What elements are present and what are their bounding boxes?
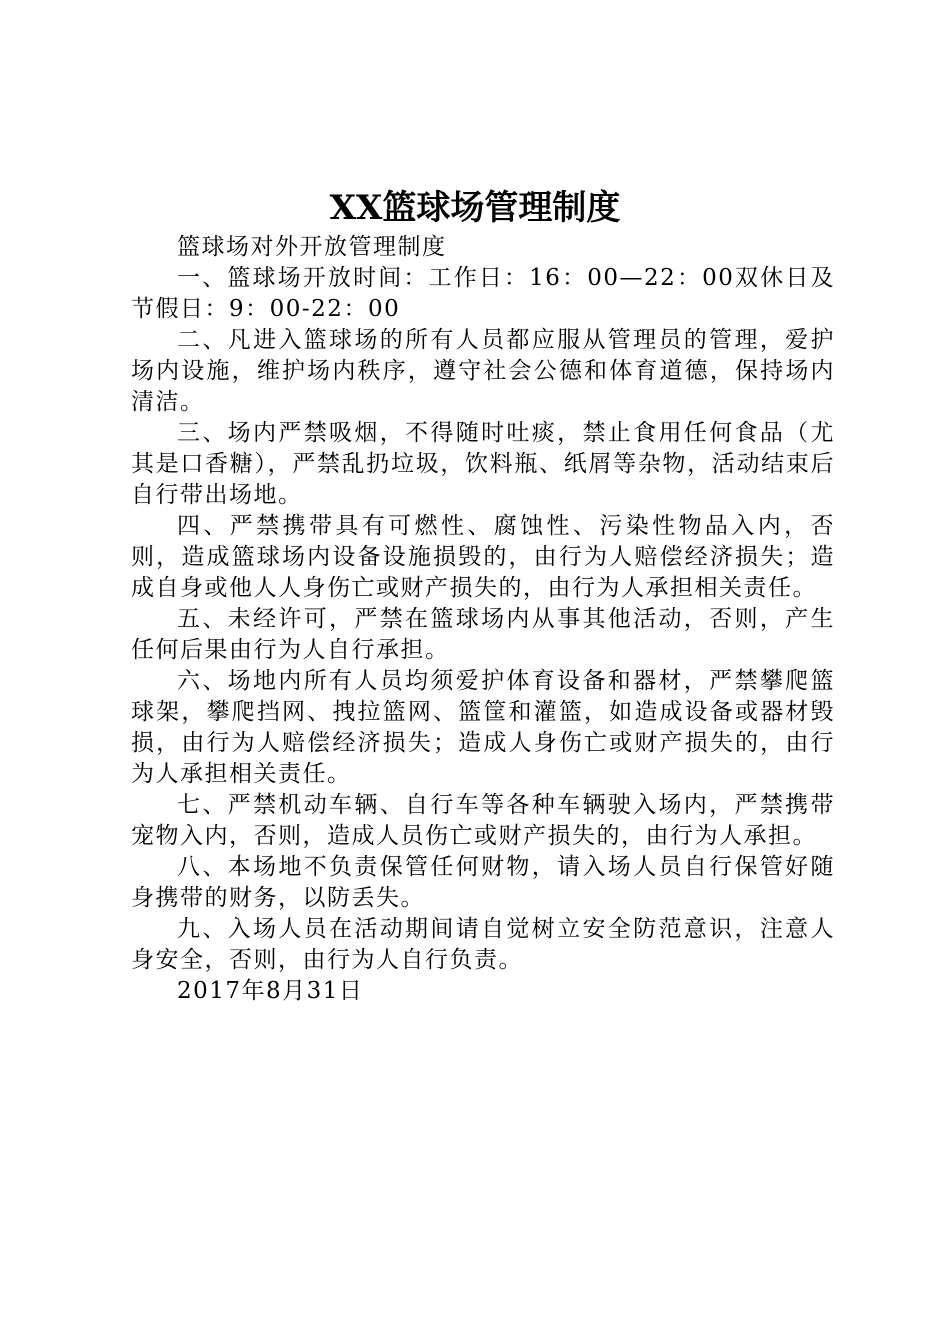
document-title: XX篮球场管理制度 [329, 188, 621, 228]
document-body [131, 232, 835, 1007]
rule-paragraph-7: 七、严禁机动车辆、自行车等各种车辆驶入场内，严禁携带宠物入内，否则，造成人员伤亡或财产损失的，由行为人承担。 [131, 792, 835, 849]
document-date: 2017年8月31日 [177, 978, 364, 1004]
document-subtitle: 篮球场对外开放管理制度 [177, 234, 447, 260]
rule-paragraph-3: 三、场内严禁吸烟，不得随时吐痰，禁止食用任何食品（尤其是口香糖），严禁乱扔垃圾，饮料瓶、纸屑等杂物，活动结束后自行带出场地。 [131, 420, 835, 508]
rule-paragraph-9: 九、入场人员在活动期间请自觉树立安全防范意识，注意人身安全，否则，由行为人自行负责。 [131, 916, 835, 973]
rule-paragraph-6: 六、场地内所有人员均须爱护体育设备和器材，严禁攀爬篮球架，攀爬挡网、拽拉篮网、篮筐和灌篮，如造成设备或器材毁损，由行为人赔偿经济损失；造成人身伤亡或财产损失的，由行为人承担相关责任。 [131, 668, 835, 787]
rule-paragraph-1: 一、篮球场开放时间：工作日：16：00—22：00双休日及节假日：9：00-22：00 [131, 265, 835, 322]
rule-paragraph-5: 五、未经许可，严禁在篮球场内从事其他活动，否则，产生任何后果由行为人自行承担。 [131, 606, 835, 663]
rule-paragraph-4: 四、严禁携带具有可燃性、腐蚀性、污染性物品入内，否则，造成篮球场内设备设施损毁的，由行为人赔偿经济损失；造成自身或他人人身伤亡或财产损失的，由行为人承担相关责任。 [131, 513, 835, 601]
rule-paragraph-8: 八、本场地不负责保管任何财物，请入场人员自行保管好随身携带的财务，以防丢失。 [131, 854, 835, 911]
rule-paragraph-2: 二、凡进入篮球场的所有人员都应服从管理员的管理，爱护场内设施，维护场内秩序，遵守社会公德和体育道德，保持场内清洁。 [131, 327, 835, 415]
